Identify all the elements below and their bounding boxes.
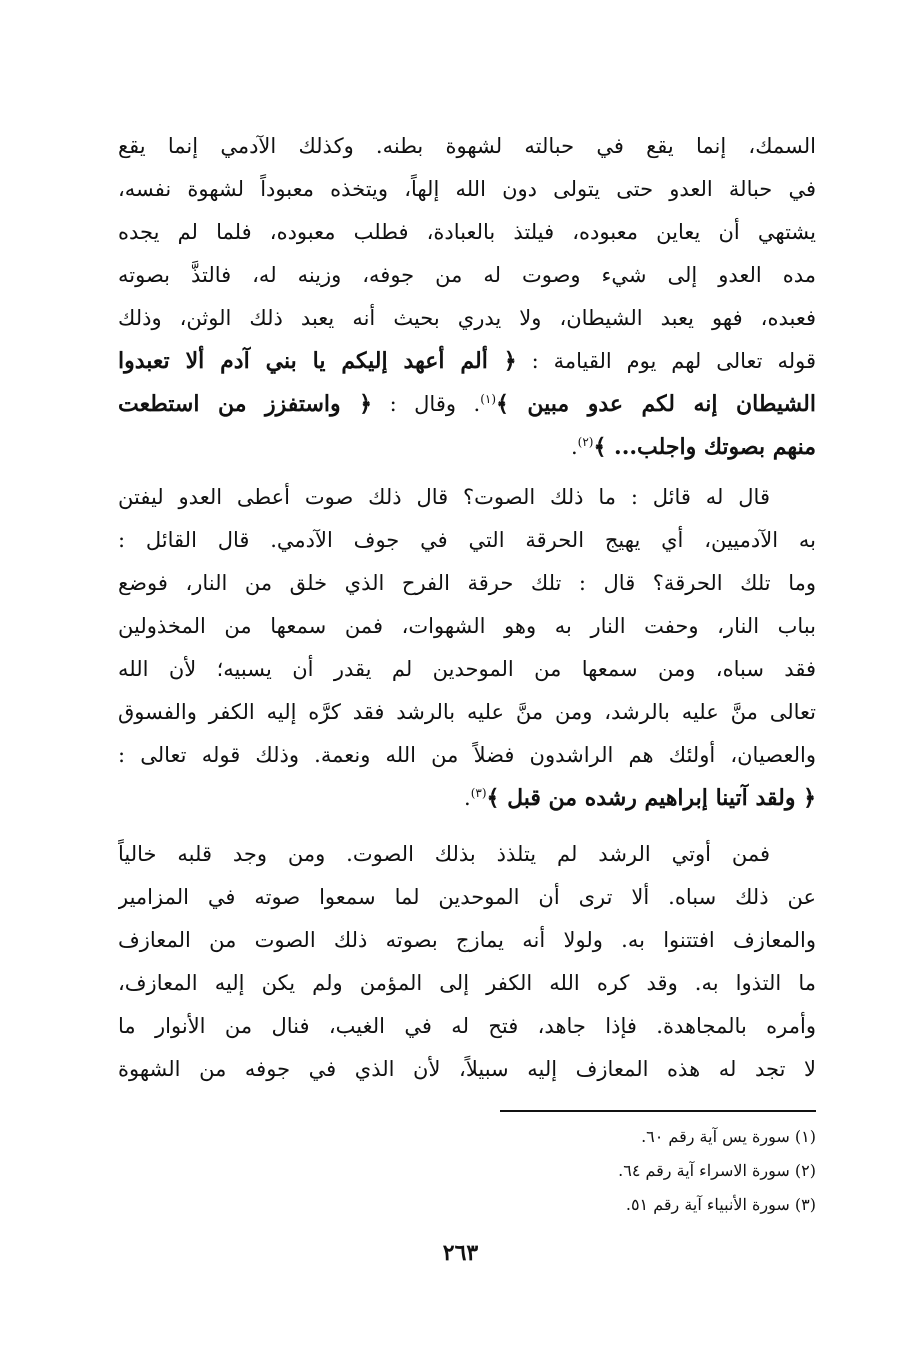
text-line: فمن أوتي الرشد لم يتلذذ بذلك الصوت. ومن وجد قلبه خالياً	[118, 842, 770, 866]
quran-verse: ﴿ ولقد آتينا إبراهيم رشده من قبل ﴾	[486, 785, 816, 811]
quran-verse: الشيطان إنه لكم عدو مبين ﴾	[496, 391, 816, 417]
quran-verse: ﴿ ألم أعهد إليكم يا بني آدم ألا تعبدوا	[118, 348, 517, 374]
text-line: به الآدميين، أي يهيج الحرقة التي في جوف الآدمي. قال القائل :	[118, 528, 816, 552]
paragraph-3	[118, 833, 816, 1091]
text-line: قال له قائل : ما ذلك الصوت؟ قال ذلك صوت أعطى العدو ليفتن	[118, 485, 770, 509]
text-line: وما تلك الحرقة؟ قال : تلك حرقة الفرح الذي خلق من النار، فوضع	[118, 571, 816, 595]
paragraph-2	[118, 476, 816, 820]
footnote-item: (١) سورة يس آية رقم ٦٠.	[641, 1127, 816, 1146]
text-line: في حبالة العدو حتى يتولى دون الله إلهاً، ويتخذه معبوداً لشهوة نفسه،	[118, 177, 816, 201]
text-line	[118, 426, 816, 469]
text-line: يشتهي أن يعاين معبوده، فيلتذ بالعبادة، فطلب معبوده، فلما لم يجده	[118, 220, 816, 244]
text-line: ما التذوا به. وقد كره الله الكفر إلى المؤمن ولم يكن إليه المعازف،	[118, 971, 816, 995]
text-line	[118, 340, 816, 383]
footnote-ref: (٣)	[470, 786, 487, 800]
text-line	[118, 383, 816, 426]
paragraph-1	[118, 125, 816, 469]
page-number: ٢٦٣	[442, 1240, 479, 1266]
footnote-ref: (١)	[480, 392, 497, 406]
text-line: بباب النار، وحفت النار به وهو الشهوات، فمن سمعها من المخذولين	[118, 614, 816, 638]
text-line	[118, 777, 816, 820]
text-line: والمعازف افتتنوا به. ولولا أنه يمازج بصوته ذلك الصوت من المعازف	[118, 928, 816, 952]
line-text: قوله تعالى لهم يوم القيامة :	[516, 349, 816, 373]
line-text: . وقال :	[372, 392, 481, 416]
line-text: .	[464, 786, 471, 810]
text-line: فقد سباه، ومن سمعها من الموحدين لم يقدر أن يسبيه؛ لأن الله	[118, 657, 816, 681]
quran-verse: ﴿ واستفزز من استطعت	[118, 391, 373, 417]
text-line: وأمره بالمجاهدة. فإذا جاهد، فتح له في الغيب، فنال من الأنوار ما	[118, 1014, 816, 1038]
text-line: عن ذلك سباه. ألا ترى أن الموحدين لما سمعوا صوته في المزامير	[118, 885, 816, 909]
footnote-item: (٣) سورة الأنبياء آية رقم ٥١.	[625, 1195, 816, 1214]
text-line: والعصيان، أولئك هم الراشدون فضلاً من الله ونعمة. وذلك قوله تعالى :	[118, 743, 816, 767]
footnote-ref: (٢)	[577, 435, 594, 449]
text-line: السمك، إنما يقع في حبالته لشهوة بطنه. وكذلك الآدمي إنما يقع	[118, 134, 816, 158]
text-line: مده العدو إلى شيء وصوت له من جوفه، وزينه له، فالتذَّ بصوته	[118, 263, 816, 287]
quran-verse: منهم بصوتك واجلب... ﴾	[593, 434, 816, 460]
footnotes	[118, 1120, 816, 1222]
text-line: فعبده، فهو يعبد الشيطان، ولا يدري بحيث أنه يعبد ذلك الوثن، وذلك	[118, 306, 816, 330]
text-line: لا تجد له هذه المعازف إليه سبيلاً، لأن الذي في جوفه من الشهوة	[118, 1057, 816, 1081]
line-text: .	[570, 435, 578, 459]
text-line: تعالى منَّ عليه بالرشد، ومن منَّ عليه بالرشد فقد كرَّه إليه الكفر والفسوق	[118, 700, 816, 724]
footnote-item: (٢) سورة الاسراء آية رقم ٦٤.	[618, 1161, 816, 1180]
footnote-divider	[500, 1110, 816, 1112]
